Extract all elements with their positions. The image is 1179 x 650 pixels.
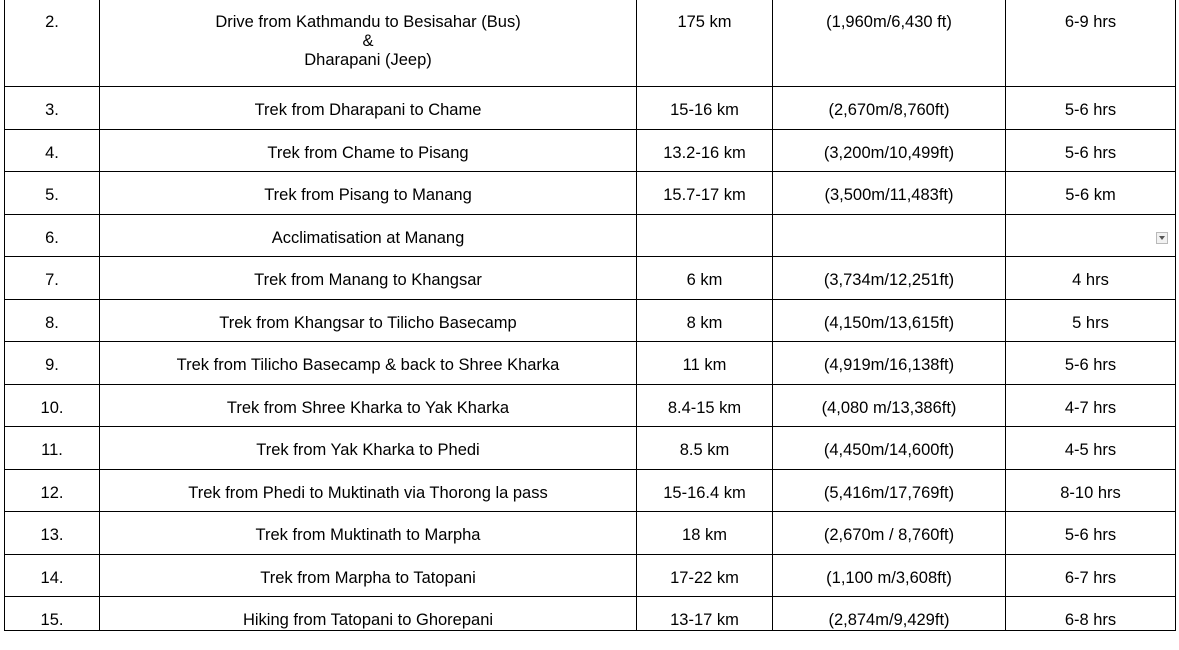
altitude-cell: (4,919m/16,138ft): [773, 342, 1006, 385]
activity-cell: Trek from Shree Kharka to Yak Kharka: [100, 384, 637, 427]
altitude-cell: (4,450m/14,600ft): [773, 427, 1006, 470]
duration-cell: 4 hrs: [1006, 257, 1176, 300]
altitude-cell: [773, 214, 1006, 257]
activity-cell: Trek from Muktinath to Marpha: [100, 512, 637, 555]
day-cell: 8.: [5, 299, 100, 342]
day-cell: 15.: [5, 597, 100, 631]
activity-cell: Trek from Yak Kharka to Phedi: [100, 427, 637, 470]
activity-cell: Trek from Dharapani to Chame: [100, 87, 637, 130]
day-cell: 6.: [5, 214, 100, 257]
duration-cell: 5 hrs: [1006, 299, 1176, 342]
distance-cell: 15-16 km: [637, 87, 773, 130]
duration-cell: 5-6 hrs: [1006, 129, 1176, 172]
distance-cell: 175 km: [637, 0, 773, 87]
activity-cell: Trek from Chame to Pisang: [100, 129, 637, 172]
distance-cell: [637, 214, 773, 257]
duration-cell: 4-5 hrs: [1006, 427, 1176, 470]
duration-cell: 5-6 km: [1006, 172, 1176, 215]
activity-cell: [100, 0, 637, 87]
table-row: [5, 257, 1176, 300]
table-row: [5, 87, 1176, 130]
distance-cell: 15-16.4 km: [637, 469, 773, 512]
table-row: [5, 0, 1176, 87]
altitude-cell: (5,416m/17,769ft): [773, 469, 1006, 512]
activity-line: &: [362, 32, 374, 50]
distance-cell: 18 km: [637, 512, 773, 555]
activity-line: Drive from Kathmandu to Besisahar (Bus): [215, 13, 521, 31]
duration-cell: 8-10 hrs: [1006, 469, 1176, 512]
activity-line: Dharapani (Jeep): [304, 51, 432, 69]
duration-cell: 4-7 hrs: [1006, 384, 1176, 427]
altitude-cell: (3,500m/11,483ft): [773, 172, 1006, 215]
distance-cell: 15.7-17 km: [637, 172, 773, 215]
table-row: [5, 427, 1176, 470]
day-cell: 11.: [5, 427, 100, 470]
activity-cell: Trek from Manang to Khangsar: [100, 257, 637, 300]
day-cell: 3.: [5, 87, 100, 130]
table-row: [5, 299, 1176, 342]
duration-cell: 5-6 hrs: [1006, 342, 1176, 385]
altitude-cell: (4,080 m/13,386ft): [773, 384, 1006, 427]
altitude-cell: (2,670m/8,760ft): [773, 87, 1006, 130]
distance-cell: 13-17 km: [637, 597, 773, 631]
day-cell: 5.: [5, 172, 100, 215]
distance-cell: 17-22 km: [637, 554, 773, 597]
altitude-cell: (1,960m/6,430 ft): [773, 0, 1006, 87]
duration-cell: 5-6 hrs: [1006, 512, 1176, 555]
duration-cell: [1006, 214, 1176, 257]
table-row: [5, 597, 1176, 631]
day-cell: 2.: [5, 0, 100, 87]
itinerary-table: [4, 0, 1176, 631]
distance-cell: 11 km: [637, 342, 773, 385]
day-cell: 14.: [5, 554, 100, 597]
activity-cell: Trek from Phedi to Muktinath via Thorong la pass: [100, 469, 637, 512]
chevron-down-icon[interactable]: [1156, 232, 1168, 244]
altitude-cell: (2,670m / 8,760ft): [773, 512, 1006, 555]
day-cell: 13.: [5, 512, 100, 555]
day-cell: 7.: [5, 257, 100, 300]
table-row: [5, 342, 1176, 385]
distance-cell: 8 km: [637, 299, 773, 342]
distance-cell: 8.5 km: [637, 427, 773, 470]
activity-cell: Trek from Khangsar to Tilicho Basecamp: [100, 299, 637, 342]
duration-cell: 6-8 hrs: [1006, 597, 1176, 631]
activity-cell: Acclimatisation at Manang: [100, 214, 637, 257]
activity-cell: Hiking from Tatopani to Ghorepani: [100, 597, 637, 631]
day-cell: 4.: [5, 129, 100, 172]
altitude-cell: (1,100 m/3,608ft): [773, 554, 1006, 597]
altitude-cell: (2,874m/9,429ft): [773, 597, 1006, 631]
table-row: [5, 512, 1176, 555]
duration-cell: 6-9 hrs: [1006, 0, 1176, 87]
altitude-cell: (4,150m/13,615ft): [773, 299, 1006, 342]
activity-cell: Trek from Marpha to Tatopani: [100, 554, 637, 597]
distance-cell: 6 km: [637, 257, 773, 300]
table-row: [5, 129, 1176, 172]
day-cell: 12.: [5, 469, 100, 512]
distance-cell: 8.4-15 km: [637, 384, 773, 427]
activity-cell: Trek from Pisang to Manang: [100, 172, 637, 215]
day-cell: 10.: [5, 384, 100, 427]
table-row: [5, 214, 1176, 257]
table-row: [5, 384, 1176, 427]
activity-cell: Trek from Tilicho Basecamp & back to Shree Kharka: [100, 342, 637, 385]
table-row: [5, 554, 1176, 597]
altitude-cell: (3,200m/10,499ft): [773, 129, 1006, 172]
day-cell: 9.: [5, 342, 100, 385]
distance-cell: 13.2-16 km: [637, 129, 773, 172]
duration-cell: 6-7 hrs: [1006, 554, 1176, 597]
table-row: [5, 172, 1176, 215]
table-row: [5, 469, 1176, 512]
duration-cell: 5-6 hrs: [1006, 87, 1176, 130]
altitude-cell: (3,734m/12,251ft): [773, 257, 1006, 300]
